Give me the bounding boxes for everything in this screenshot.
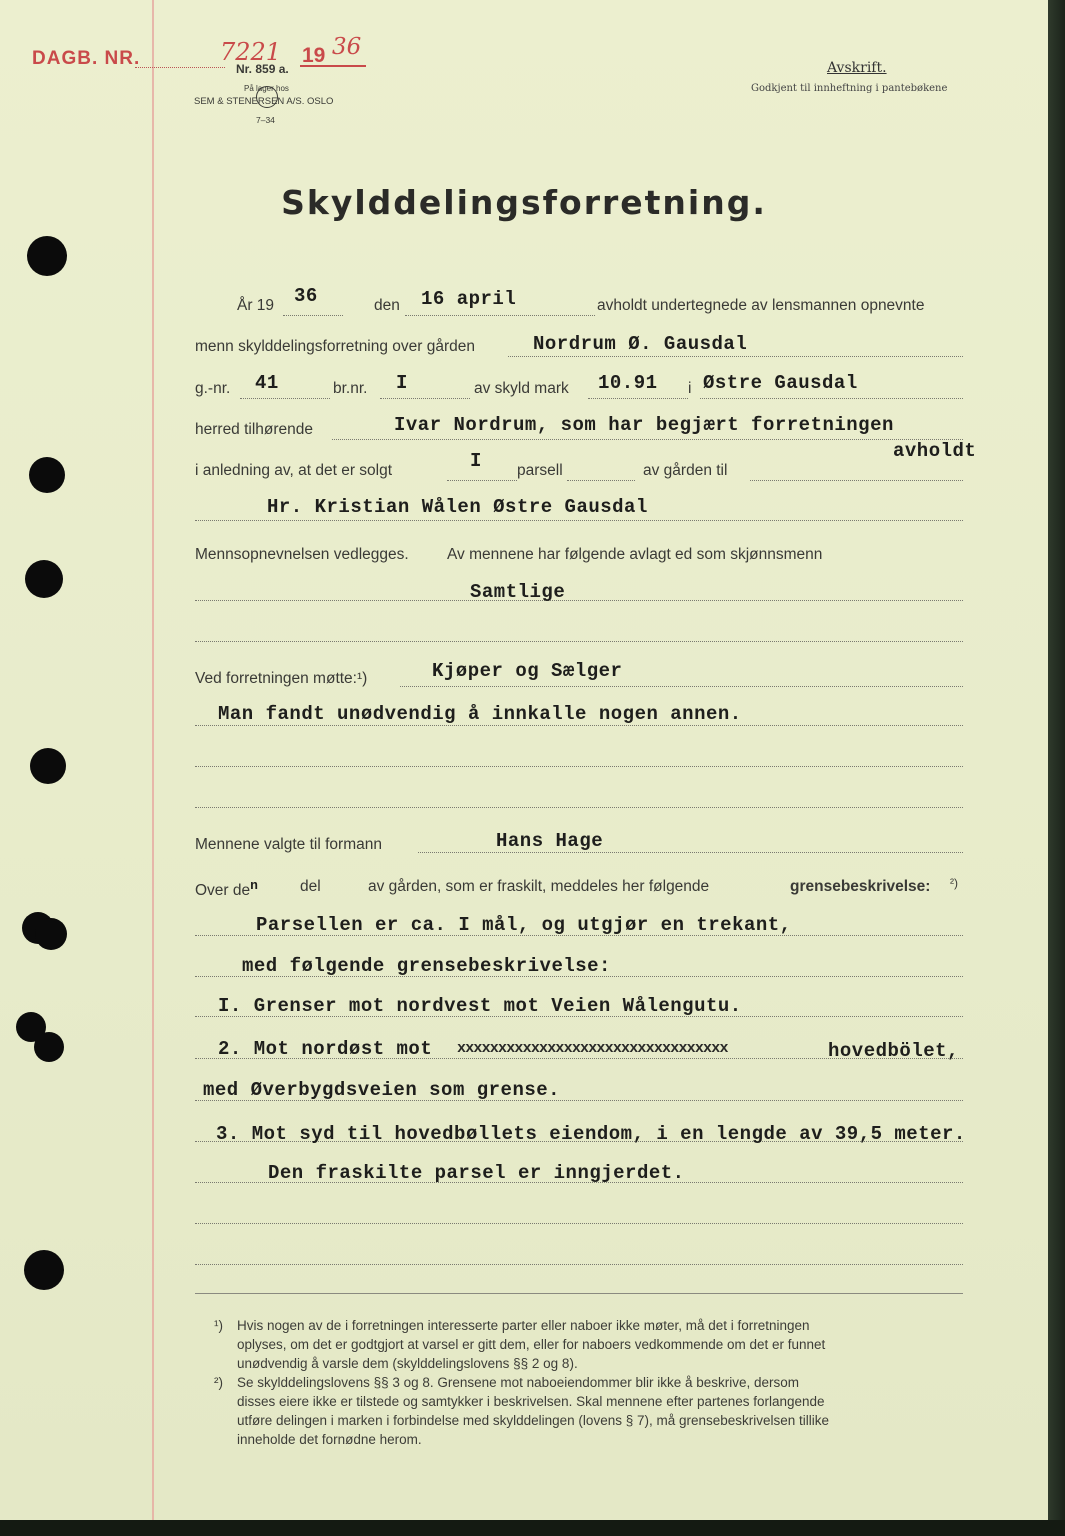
appointment-note: Mennsopnevnelsen vedlegges. [195,546,409,563]
publisher-edition: 7–34 [256,115,275,125]
punch-hole [25,560,63,598]
form-number: Nr. 859 a. [236,62,289,76]
oath-value: Samtlige [470,581,566,603]
boundary-line: 2. Mot nordøst mot [218,1038,433,1060]
boundary-line: Den fraskilte parsel er inngjerdet. [268,1162,685,1184]
year-value: 36 [294,285,318,307]
footnote-1: Hvis nogen av de i forretningen interesserte parter eller naboer ikke møter, må det i forretningen oplyses, om det er godtgjort at varsel er gitt dem, eller for naboers vedkommende om det er funnet unødvendig å varsle dem (skylddelingslovens §§ 2 og 8). [237,1318,826,1371]
parcel-label: parsell [517,462,563,479]
punch-hole [24,1250,64,1290]
del-label: del [300,878,321,895]
gnr-value: 41 [255,372,279,394]
herred-value: Østre Gausdal [703,372,858,394]
bnr-value: I [396,372,408,394]
line1-text: avholdt undertegnede av lensmannen opnevnte [597,297,925,314]
dagb-nr-number: 7221 [220,38,282,66]
boundary-footnote-ref: ²) [950,876,958,890]
gnr-label: g.-nr. [195,380,231,397]
punch-hole [35,918,67,950]
farm-value: Nordrum Ø. Gausdal [533,333,748,355]
punch-hole [29,457,65,493]
boundary-line: med Øverbygdsveien som grense. [203,1079,561,1101]
bnr-label: br.nr. [333,380,368,397]
punch-hole [34,1032,64,1062]
over-label: Over $de^n$ [195,878,259,900]
parcel-count: I [470,450,482,472]
owner-label: herred tilhørende [195,421,314,438]
oath-note: Av mennene har følgende avlagt ed som skjønnsmenn [447,546,823,563]
year-label: År 19 [237,297,275,314]
boundary-line: I. Grenser mot nordvest mot Veien Wålengutu. [218,995,742,1017]
chairman-value: Hans Hage [496,830,604,852]
owner-extra: avholdt [893,440,977,462]
skyld-value: 10.91 [598,372,658,394]
owner-value: Ivar Nordrum, som har begjært forretningen [394,414,894,436]
attendance-label: Ved forretningen møtte:¹) [195,670,368,687]
boundary-line: med følgende grensebeskrivelse: [242,955,611,977]
buyer-label: av gården til [643,462,728,479]
sold-label: i anledning av, at det er solgt [195,462,393,479]
scan-edge-bottom [0,1520,1065,1536]
punch-hole [27,236,67,276]
margin-line [152,0,154,1520]
publisher-sold-at: På lager hos [244,84,289,93]
dagb-nr-label: DAGB. NR. [32,48,141,69]
footnote-separator [195,1293,963,1294]
publisher-logo [256,86,278,108]
boundary-line: 3. Mot syd til hovedbøllets eiendom, i en lengde av 39,5 meter. [216,1123,966,1145]
notice-value: Man fandt unødvendig å innkalle nogen annen. [218,703,742,725]
farm-label: menn skylddelingsforretning over gården [195,338,476,355]
footnote-mark: ¹) [214,1318,223,1333]
buyer-value: Hr. Kristian Wålen Østre Gausdal [267,496,648,518]
date-label: den [374,297,400,314]
boundary-intro: av gården, som er fraskilt, meddeles her følgende [368,878,710,895]
copy-subtitle: Godkjent til innheftning i pantebøkene [751,83,948,94]
publisher-name: SEM & STENERSEN A/S. OSLO [194,96,334,107]
scan-edge-right [1048,0,1065,1536]
date-value: 16 april [421,288,517,310]
punch-hole [30,748,66,784]
herred-prep: i [688,380,692,397]
footnote-mark: ²) [214,1375,223,1390]
struck-out-text: xxxxxxxxxxxxxxxxxxxxxxxxxxxxxxxxx [457,1040,728,1057]
boundary-line: Parsellen er ca. I mål, og utgjør en trekant, [256,914,792,936]
footnote-2: Se skylddelingslovens §§ 3 og 8. Grensene mot naboeiendommer blir ikke å beskrive, dersom disses eiere ikke er tilstede og samtykker i beskrivelsen. Skal mennene efter partenes forlangende utføre delingen i marken i forbindelse med skylddelingen (lovens § 7), må grensebeskrivelsen tillike inneholde det fornødne herom. [237,1375,830,1447]
boundary-line-continued: hovedbölet, [828,1040,959,1062]
dagb-year-prefix: 19 [302,44,326,67]
chairman-label: Mennene valgte til formann [195,836,382,853]
attendance-value: Kjøper og Sælger [432,660,623,682]
copy-title: Avskrift. [827,60,887,76]
dagb-year: 36 [332,34,362,60]
document-title: Skylddelingsforretning. [281,183,767,222]
boundary-heading: grensebeskrivelse: [790,878,931,895]
skyld-label: av skyld mark [474,380,569,397]
